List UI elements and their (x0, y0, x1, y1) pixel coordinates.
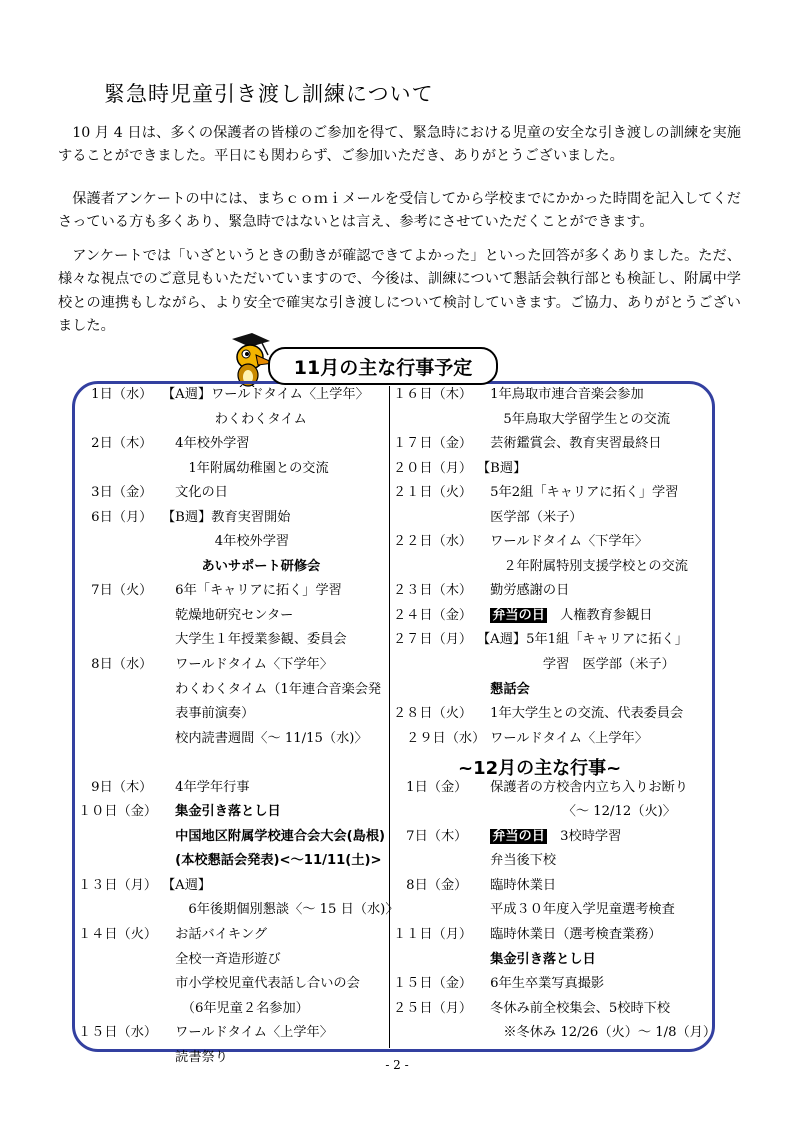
schedule-row (393, 923, 711, 948)
schedule-date: １３日（月） (78, 877, 158, 893)
schedule-date: 7日（木） (393, 828, 468, 844)
schedule-event: 医学部（米子） (477, 509, 583, 525)
schedule-row (78, 972, 386, 997)
schedule-left-column (78, 383, 399, 1070)
schedule-row (78, 628, 386, 653)
schedule-row (78, 825, 386, 850)
schedule-date: ２７日（月） (393, 632, 473, 648)
schedule-row (78, 874, 386, 899)
schedule-event: ワールドタイム〈上学年〉 (477, 730, 648, 746)
schedule-date: 3日（金） (78, 485, 153, 501)
page-number: - 2 - (385, 1058, 409, 1072)
schedule-row (78, 555, 386, 580)
schedule-event: ※冬休み 12/26（火）～ 1/8（月） (477, 1025, 717, 1041)
schedule-row (393, 874, 711, 899)
schedule-row (78, 1021, 386, 1046)
paragraph-3: アンケートでは「いざというときの動きが確認できてよかった」といった回答が多くありました。ただ、様々な視点でのご意見もいただいていますので、今後は、訓練について懇話会執行部とも検証し、附属中学校との連携もしながら、より安全で確実な引き渡しについて検討していきます。ご協力、ありがとうございました。 (58, 248, 741, 335)
paragraph-2: 保護者アンケートの中には、まちｃｏｍｉメールを受信してから学校までにかかった時間を記入してくださっている方も多くあり、緊急時ではないとは言え、参考にさせていただくことができます。 (58, 191, 741, 231)
schedule-row (393, 1021, 717, 1046)
schedule-row (393, 653, 711, 678)
schedule-date: ２４日（金） (393, 607, 473, 623)
schedule-event: 【B週】 (477, 460, 527, 476)
schedule-row (393, 849, 711, 874)
schedule-row (78, 457, 386, 482)
schedule-row (393, 948, 711, 973)
schedule-event: ワールドタイム〈下学年〉 (162, 657, 333, 673)
schedule-event: お話バイキング (162, 927, 268, 943)
bento-day-badge: 弁当の日 (492, 607, 545, 623)
schedule-date: 1日（水） (78, 387, 153, 402)
schedule-date: ２１日（火） (393, 485, 473, 501)
schedule-event: 〈～ 12/12（火)〉 (477, 804, 676, 820)
schedule-row (78, 530, 386, 555)
schedule-event: 弁当後下校 (477, 853, 557, 869)
schedule-event: 勤労感謝の日 (477, 583, 570, 599)
schedule-event: あいサポート研修会 (162, 558, 321, 574)
schedule-row (78, 604, 386, 629)
schedule-event: 【A週】5年1組「キャリアに拓く」 (477, 632, 688, 648)
schedule-date: 9日（木） (78, 779, 153, 795)
schedule-row (78, 579, 386, 604)
schedule-row (393, 579, 711, 604)
schedule-event: 5年鳥取大学留学生との交流 (477, 411, 671, 427)
schedule-date: 2日（木） (78, 436, 153, 452)
schedule-row (78, 800, 386, 825)
schedule-row (78, 481, 386, 506)
schedule-row (78, 727, 386, 752)
schedule-event: 1年附属幼稚園との交流 (162, 460, 329, 476)
schedule-date: 8日（水） (78, 657, 153, 673)
december-schedule-heading: ~12月の主な行事~ (458, 758, 622, 779)
schedule-event: 芸術鑑賞会、教育実習最終日 (477, 436, 662, 452)
schedule-event: 5年2組「キャリアに拓く」学習 (477, 485, 679, 501)
schedule-event: 読書祭り (162, 1049, 228, 1065)
schedule-date: １５日（水） (78, 1025, 158, 1041)
schedule-row (393, 555, 711, 580)
schedule-row (78, 653, 386, 678)
schedule-date: ２０日（月） (393, 460, 473, 476)
schedule-event: 保護者の方校舎内立ち入りお断り (477, 779, 688, 795)
schedule-event: 平成３０年度入学児童選考検査 (477, 902, 675, 918)
schedule-row (393, 628, 711, 653)
schedule-row (393, 702, 711, 727)
schedule-row (78, 997, 386, 1022)
schedule-event: 市小学校児童代表話し合いの会 (162, 976, 360, 992)
schedule-row (393, 530, 711, 555)
schedule-row (78, 751, 386, 776)
schedule-row (78, 923, 386, 948)
schedule-event: 表事前演奏） (162, 706, 255, 722)
schedule-row (393, 457, 711, 482)
schedule-row (78, 678, 386, 703)
schedule-event: 大学生１年授業参観、委員会 (162, 632, 347, 648)
schedule-event-rest: 人権教育参観日 (546, 607, 653, 623)
schedule-row (393, 727, 711, 752)
schedule-event: 4年学年行事 (162, 779, 250, 795)
schedule-event: （6年児童２名参加） (162, 1000, 309, 1016)
schedule-row (393, 481, 711, 506)
schedule-event: ワールドタイム〈上学年〉 (162, 1025, 333, 1041)
schedule-row (393, 997, 711, 1022)
schedule-row (393, 432, 711, 457)
schedule-event: わくわくタイム (162, 411, 307, 427)
schedule-event (477, 604, 652, 629)
schedule-event: 乾燥地研究センター (162, 607, 294, 623)
schedule-event: 6年生卒業写真撮影 (477, 976, 605, 992)
schedule-row (393, 383, 711, 408)
schedule-event: 【A週】 (162, 877, 212, 893)
schedule-date: １４日（火） (78, 927, 158, 943)
schedule-date: １５日（金） (393, 976, 473, 992)
schedule-row (78, 776, 386, 801)
schedule-event-rest: 3校時学習 (546, 828, 622, 844)
schedule-event: 4年校外学習 (162, 436, 250, 452)
schedule-date: ２５日（月） (393, 1000, 473, 1016)
schedule-date: 8日（金） (393, 877, 468, 893)
schedule-event: ワールドタイム〈下学年〉 (477, 534, 648, 550)
schedule-date: １７日（金） (393, 436, 473, 452)
schedule-event: 集金引き落とし日 (477, 951, 596, 967)
november-schedule-heading: 11月の主な行事予定 (268, 347, 498, 385)
article-title: 緊急時児童引き渡し訓練について (104, 82, 434, 106)
schedule-date: １６日（木） (393, 387, 473, 402)
schedule-row (393, 506, 711, 531)
schedule-row (78, 849, 386, 874)
schedule-date: １０日（金） (78, 804, 158, 820)
schedule-row (393, 408, 711, 433)
graduate-bird-mascot-icon (222, 333, 274, 387)
schedule-event: 6年「キャリアに拓く」学習 (162, 583, 342, 599)
schedule-event: 1年大学生との交流、代表委員会 (477, 706, 684, 722)
schedule-row (393, 972, 711, 997)
schedule-event: 4年校外学習 (162, 534, 290, 550)
schedule-event: 【B週】教育実習開始 (162, 509, 291, 525)
schedule-event: 6年後期個別懇談〈～ 15 日（水)〉 (162, 902, 399, 918)
schedule-date: ２８日（火） (393, 706, 473, 722)
schedule-row (393, 898, 711, 923)
schedule-event: 文化の日 (162, 485, 228, 501)
schedule-event: ２年附属特別支援学校との交流 (477, 558, 688, 574)
schedule-date: ２２日（水） (393, 534, 473, 550)
schedule-event: (本校懇話会発表)<～11/11(土)> (162, 853, 382, 869)
schedule-event: 懇話会 (477, 681, 530, 697)
schedule-date: ２３日（木） (393, 583, 473, 599)
bento-day-badge: 弁当の日 (492, 828, 545, 844)
schedule-event: 中国地区附属学校連合会大会(島根) (162, 828, 386, 844)
schedule-row (393, 800, 711, 825)
schedule-event: 臨時休業日（選考検査業務） (477, 927, 662, 943)
column-divider (389, 386, 390, 1048)
schedule-event: 【A週】ワールドタイム〈上学年〉 (162, 387, 369, 402)
schedule-event: 校内読書週間〈～ 11/15（水)〉 (162, 730, 368, 746)
schedule-row (78, 408, 386, 433)
schedule-row (393, 825, 711, 850)
schedule-row (393, 604, 711, 629)
schedule-event: 集金引き落とし日 (162, 804, 281, 820)
schedule-event: 全校一斉造形遊び (162, 951, 281, 967)
schedule-date: ２９日（水） (393, 730, 486, 746)
schedule-event: 1年鳥取市連合音楽会参加 (477, 387, 644, 402)
schedule-date: 7日（火） (78, 583, 153, 599)
schedule-row (78, 702, 386, 727)
schedule-date: １１日（月） (393, 927, 473, 943)
schedule-event: 冬休み前全校集会、5校時下校 (477, 1000, 671, 1016)
schedule-row (78, 432, 386, 457)
schedule-event: 臨時休業日 (477, 877, 557, 893)
paragraph-1: 10 月 4 日は、多くの保護者の皆様のご参加を得て、緊急時における児童の安全な引き渡しの訓練を実施することができました。平日にも関わらず、ご参加いただき、ありがとうございました。 (58, 125, 741, 165)
schedule-row (78, 948, 386, 973)
schedule-event: 学習 医学部（米子） (477, 657, 675, 673)
schedule-row (78, 506, 386, 531)
schedule-row (393, 678, 711, 703)
schedule-row (78, 898, 399, 923)
schedule-event (477, 825, 621, 850)
schedule-date: 6日（月） (78, 509, 153, 525)
schedule-row (78, 383, 386, 408)
schedule-date: 1日（金） (393, 779, 468, 795)
schedule-event: わくわくタイム（1年連合音楽会発 (162, 681, 382, 697)
schedule-right-column (393, 383, 717, 1046)
